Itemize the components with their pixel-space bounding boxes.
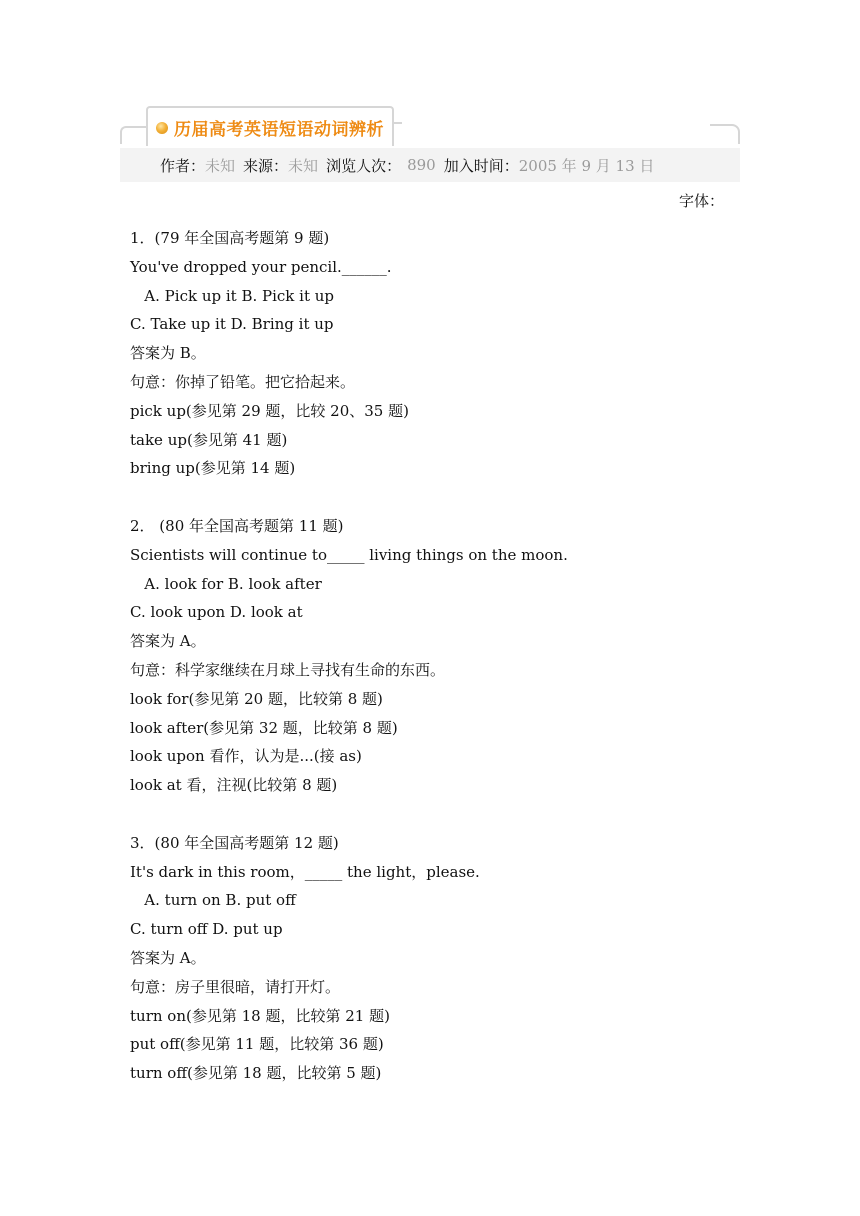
question-heading: 2． (80 年全国高考题第 11 题) bbox=[130, 516, 344, 535]
orange-bullet-icon bbox=[156, 122, 168, 134]
question-note: take up(参见第 41 题) bbox=[130, 430, 288, 449]
question-note: look at 看，注视(比较第 8 题) bbox=[130, 776, 338, 795]
question-meaning: 句意：你掉了铅笔。把它拾起来。 bbox=[130, 372, 356, 391]
font-size-label: 字体： bbox=[678, 192, 724, 210]
header-frame-right bbox=[710, 124, 740, 144]
question-options: A. Pick up it B. Pick it up bbox=[130, 286, 335, 305]
question-stem: You've dropped your pencil.______. bbox=[130, 257, 392, 276]
question-heading: 1．(79 年全国高考题第 9 题) bbox=[130, 229, 330, 247]
page-title: 历届高考英语短语动词辨析 bbox=[174, 119, 384, 140]
source-value: 未知 bbox=[288, 156, 319, 175]
article-header bbox=[120, 102, 740, 182]
question-note: look after(参见第 32 题，比较第 8 题) bbox=[130, 718, 398, 737]
question-options: C. look upon D. look at bbox=[130, 603, 303, 622]
source-label: 来源： bbox=[243, 156, 289, 175]
question-stem: Scientists will continue to_____ living things on the moon. bbox=[130, 545, 568, 564]
question-note: turn off(参见第 18 题，比较第 5 题) bbox=[130, 1064, 382, 1083]
question-heading: 3．(80 年全国高考题第 12 题) bbox=[130, 833, 339, 852]
author-value: 未知 bbox=[205, 156, 236, 175]
date-value: 2005 年 9 月 13 日 bbox=[518, 156, 655, 175]
views-label: 浏览人次： bbox=[326, 156, 402, 175]
question-note: bring up(参见第 14 题) bbox=[130, 459, 296, 478]
question-options: C. Take up it D. Bring it up bbox=[130, 315, 334, 334]
question-answer: 答案为 A。 bbox=[130, 948, 206, 967]
question-meaning: 句意：科学家继续在月球上寻找有生命的东西。 bbox=[130, 660, 446, 679]
question-answer: 答案为 A。 bbox=[130, 632, 206, 651]
article-body bbox=[130, 224, 750, 1088]
question-note: pick up(参见第 29 题，比较 20、35 题) bbox=[130, 401, 409, 420]
article-meta-bar bbox=[120, 148, 740, 182]
question-note: turn on(参见第 18 题，比较第 21 题) bbox=[130, 1006, 390, 1025]
question-note: put off(参见第 11 题，比较第 36 题) bbox=[130, 1035, 384, 1054]
author-label: 作者： bbox=[160, 156, 206, 175]
question-stem: It's dark in this room，_____ the light，please. bbox=[130, 862, 480, 881]
date-label: 加入时间： bbox=[443, 156, 519, 175]
question-note: look for(参见第 20 题，比较第 8 题) bbox=[130, 689, 383, 708]
title-tab bbox=[146, 106, 394, 146]
views-value: 890 bbox=[407, 156, 436, 174]
question-note: look upon 看作，认为是...(接 as) bbox=[130, 747, 362, 766]
question-options: A. look for B. look after bbox=[130, 574, 322, 593]
header-frame-left bbox=[120, 126, 148, 144]
question-answer: 答案为 B。 bbox=[130, 344, 206, 363]
question-options: C. turn off D. put up bbox=[130, 920, 283, 939]
question-options: A. turn on B. put off bbox=[130, 891, 296, 910]
question-meaning: 句意：房子里很暗，请打开灯。 bbox=[130, 977, 341, 996]
